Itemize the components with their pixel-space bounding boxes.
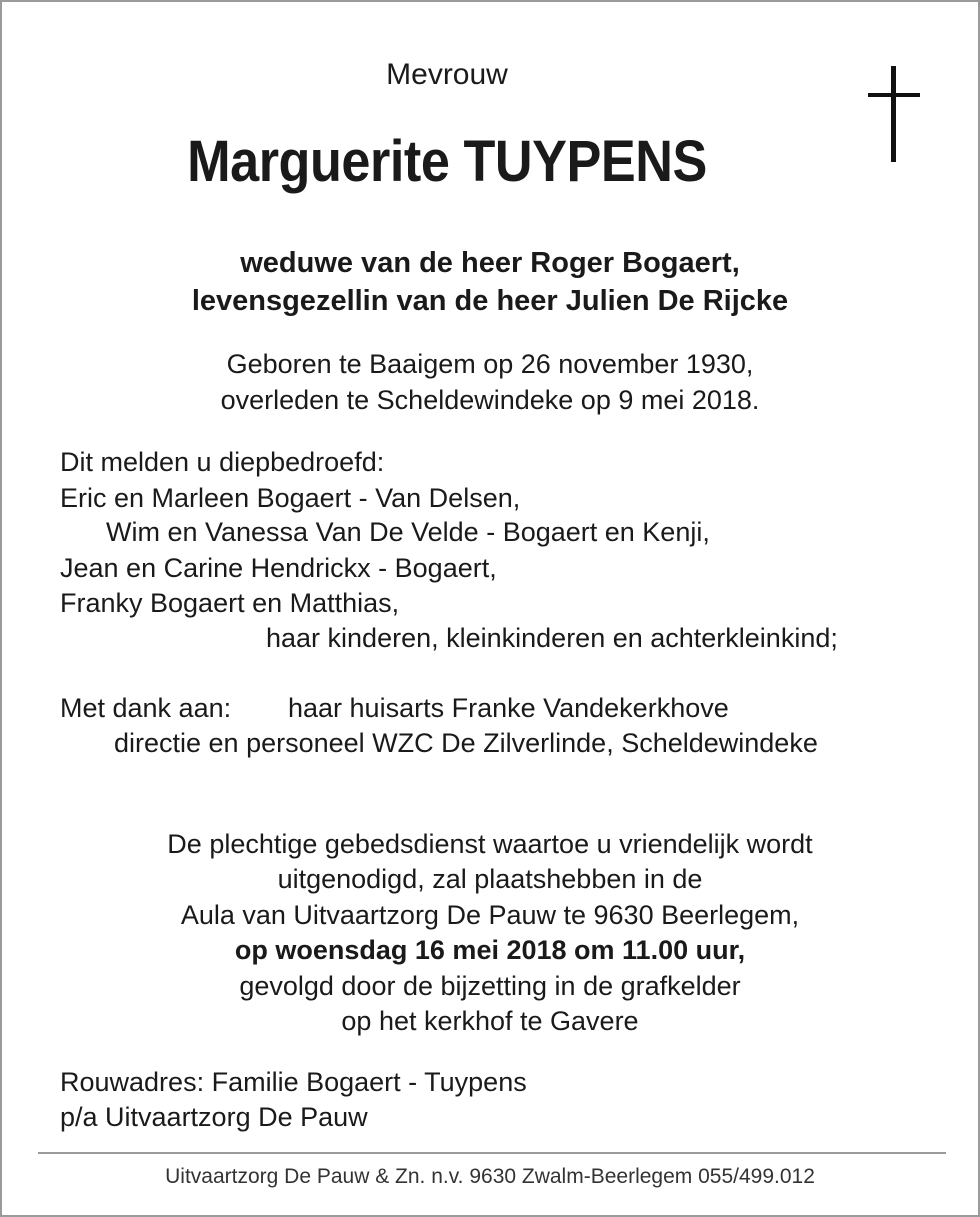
family-line: Jean en Carine Hendrickx - Bogaert,: [60, 553, 497, 583]
birth-line: Geboren te Baaigem op 26 november 1930,: [226, 349, 754, 379]
thanks-line: haar huisarts Franke Vandekerkhove: [288, 693, 729, 723]
address-line: Rouwadres: Familie Bogaert - Tuypens: [60, 1067, 527, 1097]
thanks-label: Met dank aan:: [60, 693, 232, 723]
address-line: p/a Uitvaartzorg De Pauw: [60, 1102, 368, 1132]
salutation: Mevrouw: [386, 58, 508, 91]
death-line: overleden te Scheldewindeke op 9 mei 2018.: [220, 385, 760, 415]
ceremony-line: Aula van Uitvaartzorg De Pauw te 9630 Beerlegem,: [180, 900, 800, 930]
cross-icon: [864, 66, 924, 162]
spouse-line: weduwe van de heer Roger Bogaert,: [240, 247, 740, 279]
footer-divider: [38, 1152, 946, 1154]
family-line: Eric en Marleen Bogaert - Van Delsen,: [60, 483, 521, 513]
family-line: Franky Bogaert en Matthias,: [60, 588, 400, 618]
thanks-line: directie en personeel WZC De Zilverlinde, Scheldewindeke: [114, 728, 818, 758]
ceremony-line: De plechtige gebedsdienst waartoe u vriendelijk wordt: [167, 829, 813, 859]
ceremony-line: gevolgd door de bijzetting in de grafkelder: [239, 971, 741, 1001]
deceased-name: Marguerite TUYPENS: [187, 129, 707, 194]
ceremony-line: op het kerkhof te Gavere: [341, 1006, 639, 1036]
spouse-line: levensgezellin van de heer Julien De Rijcke: [191, 285, 789, 317]
family-relation: haar kinderen, kleinkinderen en achterkleinkind;: [266, 623, 838, 653]
ceremony-date: op woensdag 16 mei 2018 om 11.00 uur,: [234, 935, 746, 965]
family-line: Wim en Vanessa Van De Velde - Bogaert en Kenji,: [106, 517, 710, 547]
family-intro: Dit melden u diepbedroefd:: [60, 447, 385, 477]
ceremony-line: uitgenodigd, zal plaatshebben in de: [277, 864, 703, 894]
footer-text: Uitvaartzorg De Pauw & Zn. n.v. 9630 Zwalm-Beerlegem 055/499.012: [165, 1165, 815, 1188]
